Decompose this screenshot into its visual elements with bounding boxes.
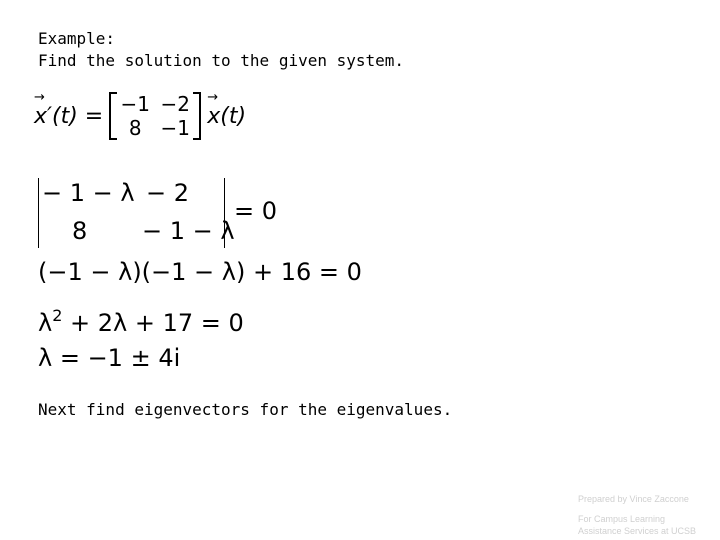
next-step-text: Next find eigenvectors for the eigenvalues. [38,400,453,419]
coefficient-matrix [109,92,201,140]
determinant [38,178,235,248]
eigenvalues: λ = −1 ± 4i [38,344,181,372]
system-equation [34,90,246,142]
det-a21: 8 [72,217,88,245]
matrix-entry: −1 [160,116,190,140]
matrix-entry: 8 [128,116,142,140]
square-exponent: 2 [52,306,63,325]
example-label: Example: [38,29,116,48]
det-a12: − 2 [146,179,190,207]
credit-prepared: Prepared by Vince Zaccone [578,494,689,504]
matrix-entry: −2 [160,92,190,116]
characteristic-product: (−1 − λ)(−1 − λ) + 16 = 0 [38,258,362,286]
lambda-symbol: λ [38,309,53,337]
matrix-entry: −1 [120,92,150,116]
det-equals-zero: = 0 [234,197,278,225]
det-left-bar [38,178,39,248]
characteristic-equation [38,306,244,337]
credit-line2: Assistance Services at UCSB [578,526,697,536]
det-a22: − 1 − λ [142,217,235,245]
lhs-vector: → x′(t) = [34,104,103,129]
credit-line1: For Campus Learning [578,514,666,524]
problem-statement: Find the solution to the given system. [38,51,405,70]
rhs-vector: → x(t) [207,104,246,129]
det-a11: − 1 − λ [42,179,135,207]
quadratic-rest: + 2λ + 17 = 0 [70,309,244,337]
intro-text [38,28,404,72]
